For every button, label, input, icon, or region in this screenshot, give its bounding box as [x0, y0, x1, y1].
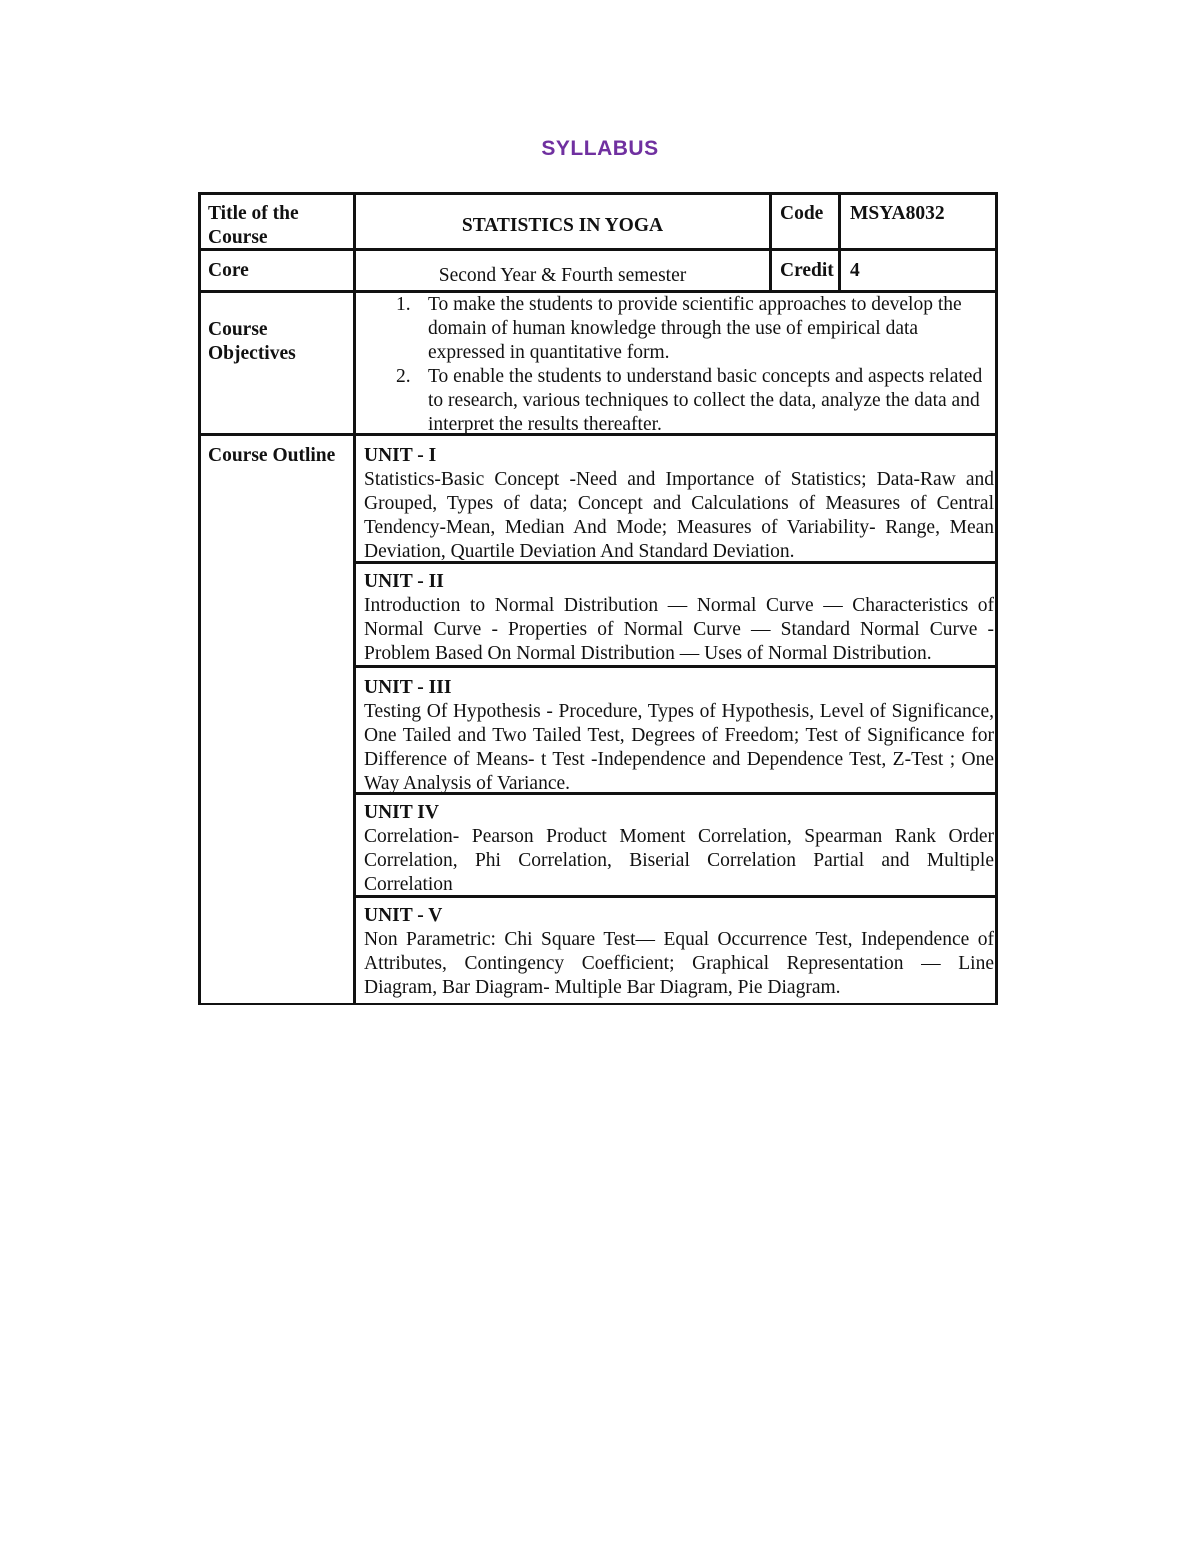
- unit-block: [364, 570, 994, 666]
- core-label: Core: [208, 260, 249, 281]
- unit-body: Introduction to Normal Distribution — Normal Curve — Characteristics of Normal Curve - Properties of Normal Curve — Standard Normal Curve - Problem Based On Normal Distribution — Uses of Normal Distribution.: [364, 595, 994, 664]
- unit-block: [364, 676, 994, 796]
- unit-block: [364, 904, 994, 1000]
- code-label: Code: [780, 203, 824, 224]
- code-value: MSYA8032: [850, 203, 945, 224]
- column-divider-code-value: [838, 192, 841, 292]
- credit-value: 4: [850, 260, 860, 281]
- unit-body: Testing Of Hypothesis - Procedure, Types of Hypothesis, Level of Significance, One Tailed and Two Tailed Test, Degrees of Freedom; Test of Significance for Difference of Means- t Test -Independence and Dependence Test, Z-Test ; One Way Analysis of Variance.: [364, 701, 994, 794]
- unit-title: UNIT - II: [364, 571, 444, 592]
- objective-item: [356, 293, 996, 365]
- unit-title: UNIT - I: [364, 445, 437, 466]
- objective-text: To enable the students to understand basic concepts and aspects related to research, various techniques to collect the data, analyze the data and interpret the results thereafter.: [428, 366, 983, 435]
- column-divider-code: [769, 192, 772, 292]
- unit-body: Statistics-Basic Concept -Need and Importance of Statistics; Data-Raw and Grouped, Types of data; Concept and Calculations of Measures of Central Tendency-Mean, Median And Mode; Measures of Variability- Range, Mean Deviation, Quartile Deviation And Standard Deviation.: [364, 469, 994, 562]
- unit-title: UNIT - III: [364, 677, 452, 698]
- credit-label: Credit: [780, 260, 834, 281]
- syllabus-table: [198, 192, 998, 1005]
- course-title: STATISTICS IN YOGA: [461, 215, 664, 236]
- objectives-list: [356, 293, 996, 437]
- page-heading: SYLLABUS: [541, 137, 659, 160]
- objective-number: 2.: [396, 366, 411, 387]
- objective-number: 1.: [396, 294, 411, 315]
- unit-title: UNIT IV: [364, 802, 439, 823]
- core-value: Second Year & Fourth semester: [438, 265, 687, 286]
- objective-item: [356, 365, 996, 437]
- objective-text: To make the students to provide scientific approaches to develop the domain of human knowledge through the use of empirical data expressed in quantitative form.: [428, 294, 962, 363]
- unit-block: [364, 444, 994, 564]
- title-label: Title of the Course: [208, 203, 299, 248]
- outline-label: Course Outline: [208, 445, 336, 466]
- unit-body: Correlation- Pearson Product Moment Correlation, Spearman Rank Order Correlation, Phi Correlation, Biserial Correlation Partial and Multiple Correlation: [364, 826, 994, 895]
- objectives-label: Course Objectives: [208, 319, 296, 364]
- unit-title: UNIT - V: [364, 905, 443, 926]
- unit-body: Non Parametric: Chi Square Test— Equal Occurrence Test, Independence of Attributes, Contingency Coefficient; Graphical Representation — Line Diagram, Bar Diagram- Multiple Bar Diagram, Pie Diagram.: [364, 929, 994, 998]
- unit-block: [364, 801, 994, 897]
